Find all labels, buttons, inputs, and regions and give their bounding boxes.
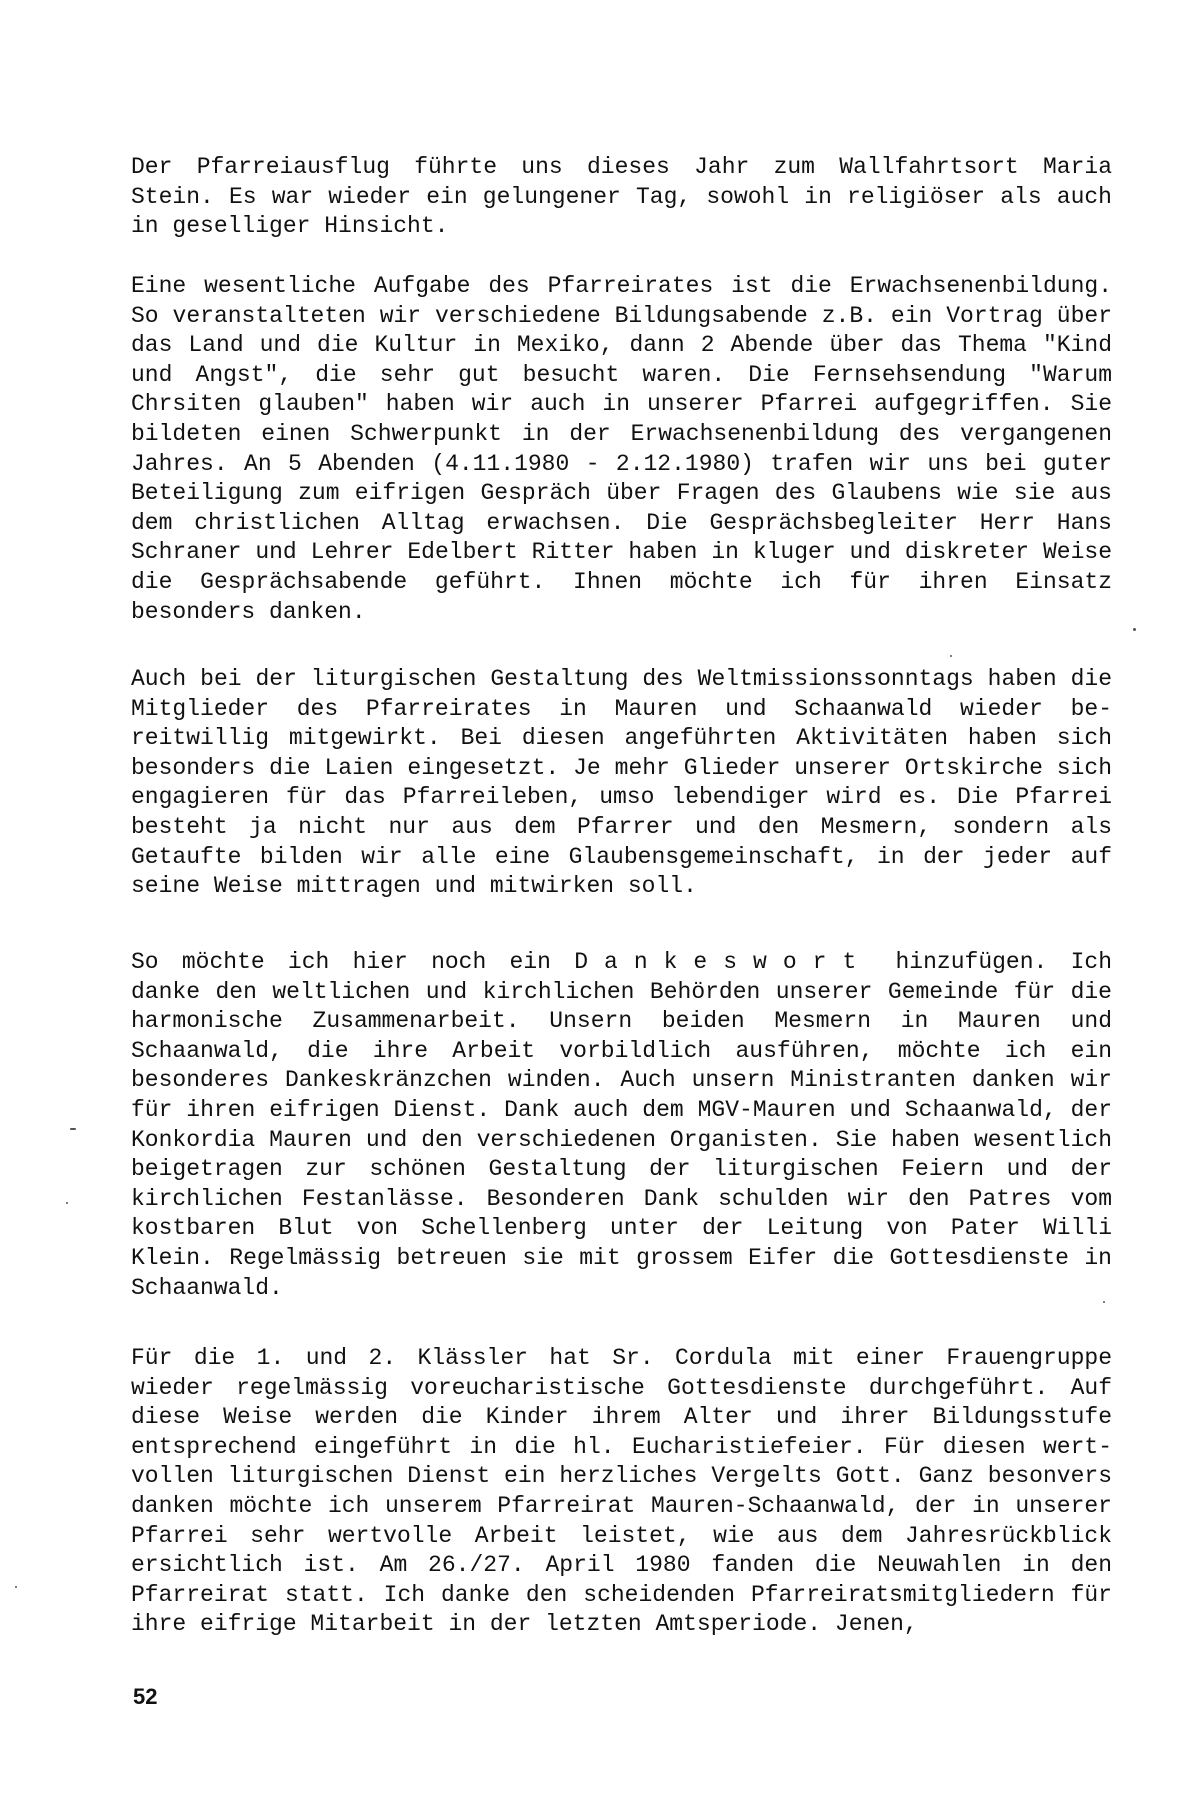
paragraph-weltmissionssonntag: Auch bei der liturgischen Gestaltung des Weltmissionssonntags haben die Mitglieder des Pfarreirates in Mauren und Schaanwald wieder bereitwillig mitgewirkt. Bei diesen angeführten Aktivitäten haben sich besonders die Laien eingesetzt. Je mehr Glieder unserer Ortskirche sich engagieren für das Pfarreileben, umso lebendiger wird es. Die Pfarrei besteht ja nicht nur aus dem Pfarrer und den Mesmern, sondern als Getaufte bilden wir alle eine Glaubensgemeinschaft, in der jeder auf seine Weise mittragen und mitwirken soll. — [131, 666, 1112, 900]
scan-speck — [1133, 628, 1136, 631]
paragraph-dankeswort — [131, 948, 1112, 1303]
paragraph-erwachsenenbildung: Eine wesentliche Aufgabe des Pfarreirates ist die Erwachsenenbildung. So veranstalteten wir verschiedene Bildungsabende z.B. ein Vortrag über das Land und die Kultur in Mexiko, dann 2 Abende über das Thema "Kind und Angst", die sehr gut besucht waren. Die Fernsehsendung "Warum Chrsiten glauben" haben wir auch in unserer Pfarrei aufgegriffen. Sie bildeten einen Schwerpunkt in der Erwachsenenbildung des vergangenen Jahres. An 5 Abenden (4.11.1980 - 2.12.1980) trafen wir uns bei guter Beteiligung zum eifrigen Gespräch über Fragen des Glaubens wie sie aus dem christlichen Alltag erwachsen. Die Gesprächsbegleiter Herr Hans Schraner und Lehrer Edelbert Ritter haben in kluger und diskreter Weise die Gesprächsabende geführt. Ihnen möchte ich für ihren Einsatz besonders danken. — [131, 273, 1112, 625]
scan-speck — [70, 1128, 76, 1130]
paragraph-voreucharistische-gottesdienste: Für die 1. und 2. Klässler hat Sr. Cordula mit einer Frauengruppe wieder regelmässig voreucharistische Gottesdienste durchgeführt. Auf diese Weise werden die Kinder ihrem Alter und ihrer Bildungsstufe entsprechend eingeführt in die hl. Eucharistiefeier. Für diesen wertvollen liturgischen Dienst ein herzliches Vergelts Gott. Ganz besonvers danken möchte ich unserem Pfarreirat Mauren-Schaanwald, der in unserer Pfarrei sehr wertvolle Arbeit leistet, wie aus dem Jahresrückblick ersichtlich ist. Am 26./27. April 1980 fanden die Neuwahlen in den Pfarreirat statt. Ich danke den scheidenden Pfarreiratsmitgliedern für ihre eifrige Mitarbeit in der letzten Amtsperiode. Jenen, — [131, 1345, 1112, 1638]
scan-speck — [15, 1586, 17, 1588]
page-number: 52 — [133, 1684, 158, 1709]
scan-speck — [1103, 1301, 1105, 1303]
dankeswort-spaced-word: Dankeswort — [574, 949, 873, 975]
dankeswort-intro-text: So möchte ich hier noch ein — [131, 949, 575, 975]
scan-speck — [950, 655, 952, 657]
scan-speck — [66, 1202, 68, 1204]
paragraph-pfarreiausflug: Der Pfarreiausflug führte uns dieses Jahr zum Wallfahrtsort Maria Stein. Es war wieder ein gelungener Tag, sowohl in religiöser als auch in geselliger Hinsicht. — [131, 154, 1112, 240]
dankeswort-body-text: hinzufügen. Ich danke den weltlichen und kirchlichen Behörden unserer Gemeinde für die harmonische Zusammenarbeit. Unsern beiden Mesmern in Mauren und Schaanwald, die ihre Arbeit vorbildlich ausführen, möchte ich ein besonderes Dankeskränzchen winden. Auch unsern Ministranten danken wir für ihren eifrigen Dienst. Dank auch dem MGV-Mauren und Schaanwald, der Konkordia Mauren und den verschiedenen Organisten. Sie haben wesentlich beigetragen zur schönen Gestaltung der liturgischen Feiern und der kirchlichen Festanlässe. Besonderen Dank schulden wir den Patres vom kostbaren Blut von Schellenberg unter der Leitung von Pater Willi Klein. Regelmässig betreuen sie mit grossem Eifer die Gottesdienste in Schaanwald. — [131, 949, 1112, 1301]
